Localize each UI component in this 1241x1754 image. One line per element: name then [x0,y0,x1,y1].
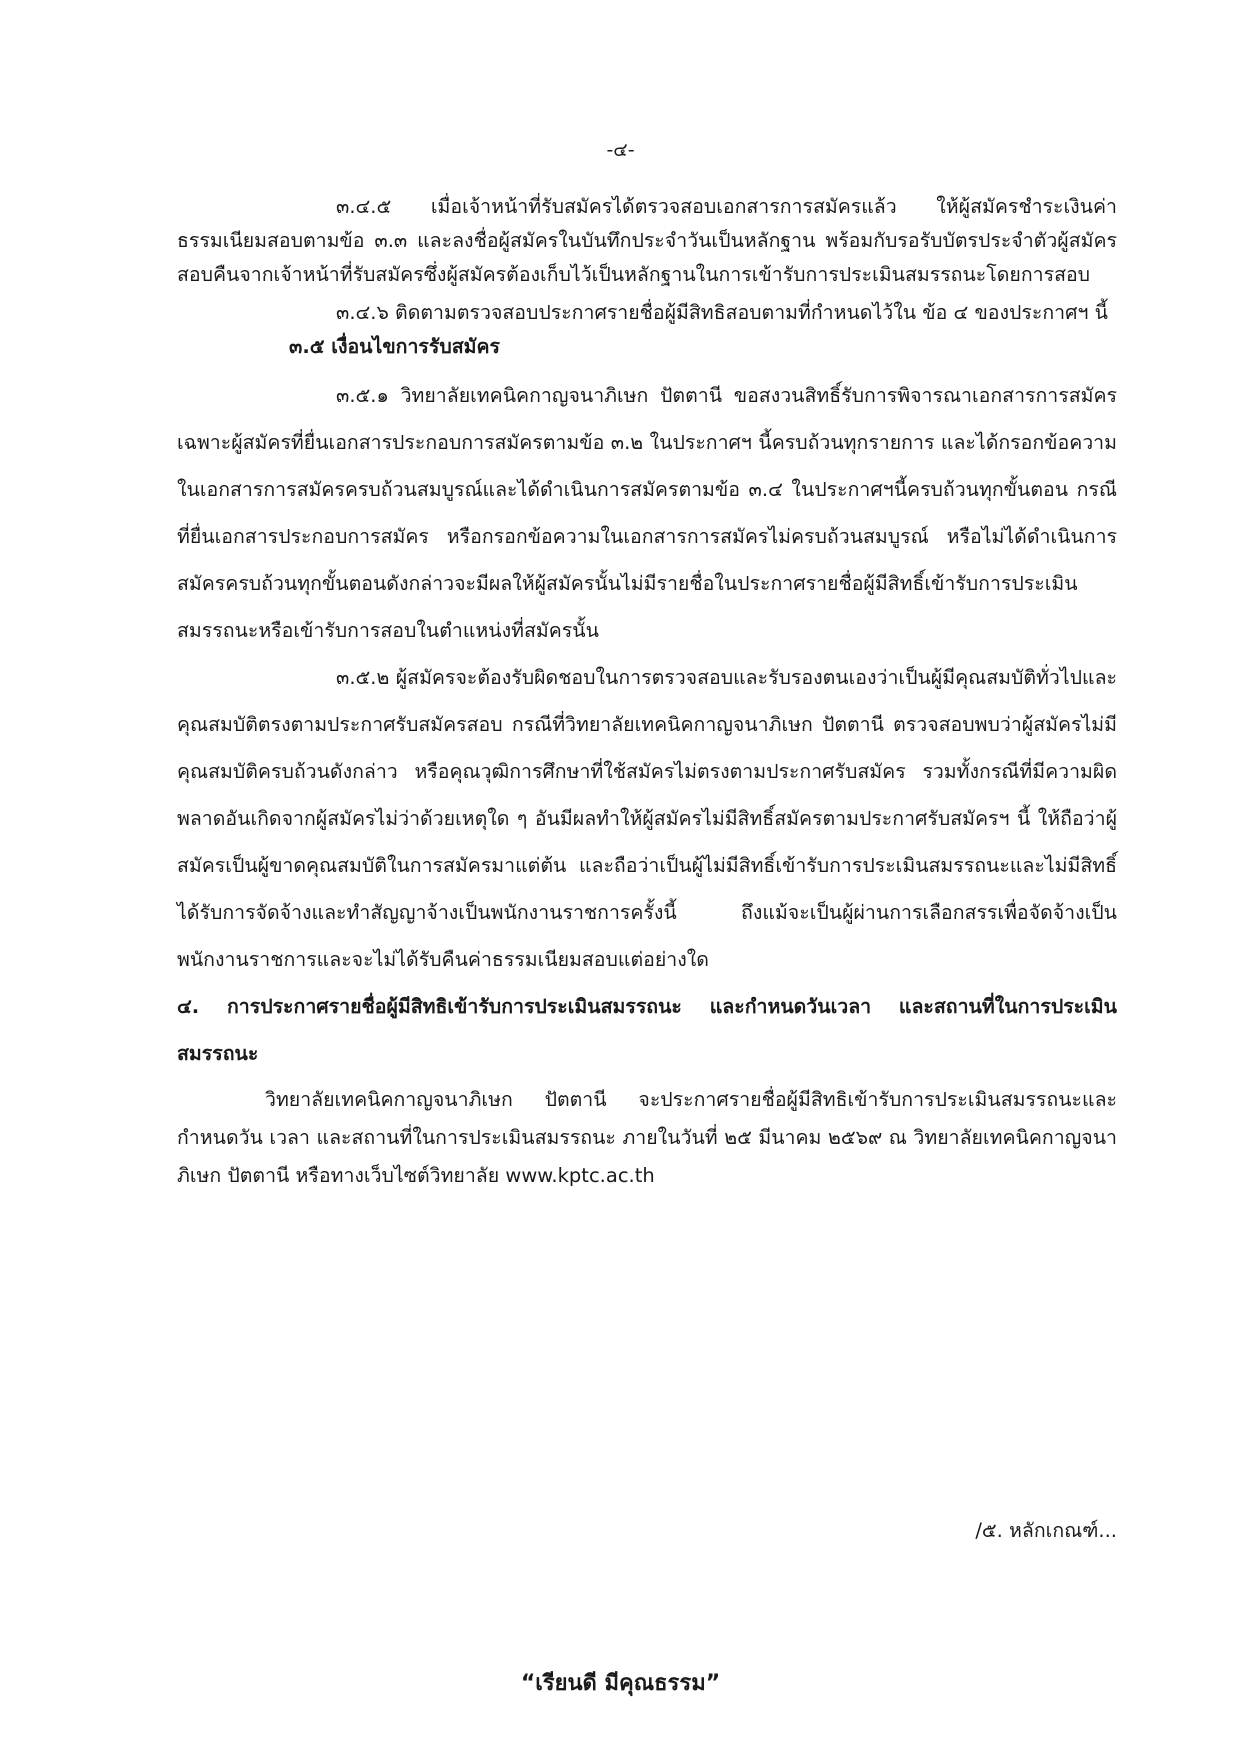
continue-note: /๕. หลักเกณฑ์... [975,1519,1117,1542]
page-number: -๔- [606,139,635,161]
college-motto: “เรียนดี มีคุณธรรม” [520,1671,721,1696]
paragraph-section-4: วิทยาลัยเทคนิคกาญจนาภิเษก ปัตตานี จะประกาศรายชื่อผู้มีสิทธิเข้ารับการประเมินสมรรถนะและกำหนดวัน เวลา และสถานที่ในการประเมินสมรรถนะ ภายในวันที่ ๒๕ มีนาคม ๒๕๖๙ ณ วิทยาลัยเทคนิคกาญจนาภิเษก ปัตตานี หรือทางเว็บไซต์วิทยาลัย www.kptc.ac.th [177,1088,1117,1187]
document-body [177,190,1117,1195]
heading-3-5: ๓.๕ เงื่อนไขการรับสมัคร [289,335,501,358]
paragraph-3-5-1: ๓.๕.๑ วิทยาลัยเทคนิคกาญจนาภิเษก ปัตตานี ขอสงวนสิทธิ์รับการพิจารณาเอกสารการสมัครเฉพาะผู้สมัครที่ยื่นเอกสารประกอบการสมัครตามข้อ ๓.๒ ในประกาศฯ นี้ครบถ้วนทุกรายการ และได้กรอกข้อความในเอกสารการสมัครครบถ้วนสมบูรณ์และได้ดำเนินการสมัครตามข้อ ๓.๔ ในประกาศฯนี้ครบถ้วนทุกขั้นตอน กรณีที่ยื่นเอกสารประกอบการสมัคร หรือกรอกข้อความในเอกสารการสมัครไม่ครบถ้วนสมบูรณ์ หรือไม่ได้ดำเนินการสมัครครบถ้วนทุกขั้นตอนดังกล่าวจะมีผลให้ผู้สมัครนั้นไม่มีรายชื่อในประกาศรายชื่อผู้มีสิทธิ์เข้ารับการประเมินสมรรถนะหรือเข้ารับการสอบในตำแหน่งที่สมัครนั้น [177,384,1117,642]
paragraph-3-4-5: ๓.๔.๕ เมื่อเจ้าหน้าที่รับสมัครได้ตรวจสอบเอกสารการสมัครแล้ว ให้ผู้สมัครชำระเงินค่าธรรมเนียมสอบตามข้อ ๓.๓ และลงชื่อผู้สมัครในบันทึกประจำวันเป็นหลักฐาน พร้อมกับรอรับบัตรประจำตัวผู้สมัครสอบคืนจากเจ้าหน้าที่รับสมัครซึ่งผู้สมัครต้องเก็บไว้เป็นหลักฐานในการเข้ารับการประเมินสมรรถนะโดยการสอบ [177,195,1117,286]
heading-section-4: ๔. การประกาศรายชื่อผู้มีสิทธิเข้ารับการประเมินสมรรถนะ และกำหนดวันเวลา และสถานที่ในการประเมินสมรรถนะ [177,995,1117,1065]
paragraph-3-5-2: ๓.๕.๒ ผู้สมัครจะต้องรับผิดชอบในการตรวจสอบและรับรองตนเองว่าเป็นผู้มีคุณสมบัติทั่วไปและคุณสมบัติตรงตามประกาศรับสมัครสอบ กรณีที่วิทยาลัยเทคนิคกาญจนาภิเษก ปัตตานี ตรวจสอบพบว่าผู้สมัครไม่มีคุณสมบัติครบถ้วนดังกล่าว หรือคุณวุฒิการศึกษาที่ใช้สมัครไม่ตรงตามประกาศรับสมัคร รวมทั้งกรณีที่มีความผิดพลาดอันเกิดจากผู้สมัครไม่ว่าด้วยเหตุใด ๆ อันมีผลทำให้ผู้สมัครไม่มีสิทธิ์สมัครตามประกาศรับสมัครฯ นี้ ให้ถือว่าผู้สมัครเป็นผู้ขาดคุณสมบัติในการสมัครมาแต่ต้น และถือว่าเป็นผู้ไม่มีสิทธิ์เข้ารับการประเมินสมรรถนะและไม่มีสิทธิ์ได้รับการจัดจ้างและทำสัญญาจ้างเป็นพนักงานราชการครั้งนี้ ถึงแม้จะเป็นผู้ผ่านการเลือกสรรเพื่อจัดจ้างเป็นพนักงานราชการและจะไม่ได้รับคืนค่าธรรมเนียมสอบแต่อย่างใด [177,666,1117,971]
paragraph-3-4-6: ๓.๔.๖ ติดตามตรวจสอบประกาศรายชื่อผู้มีสิทธิสอบตามที่กำหนดไว้ใน ข้อ ๔ ของประกาศฯ นี้ [336,301,1108,324]
